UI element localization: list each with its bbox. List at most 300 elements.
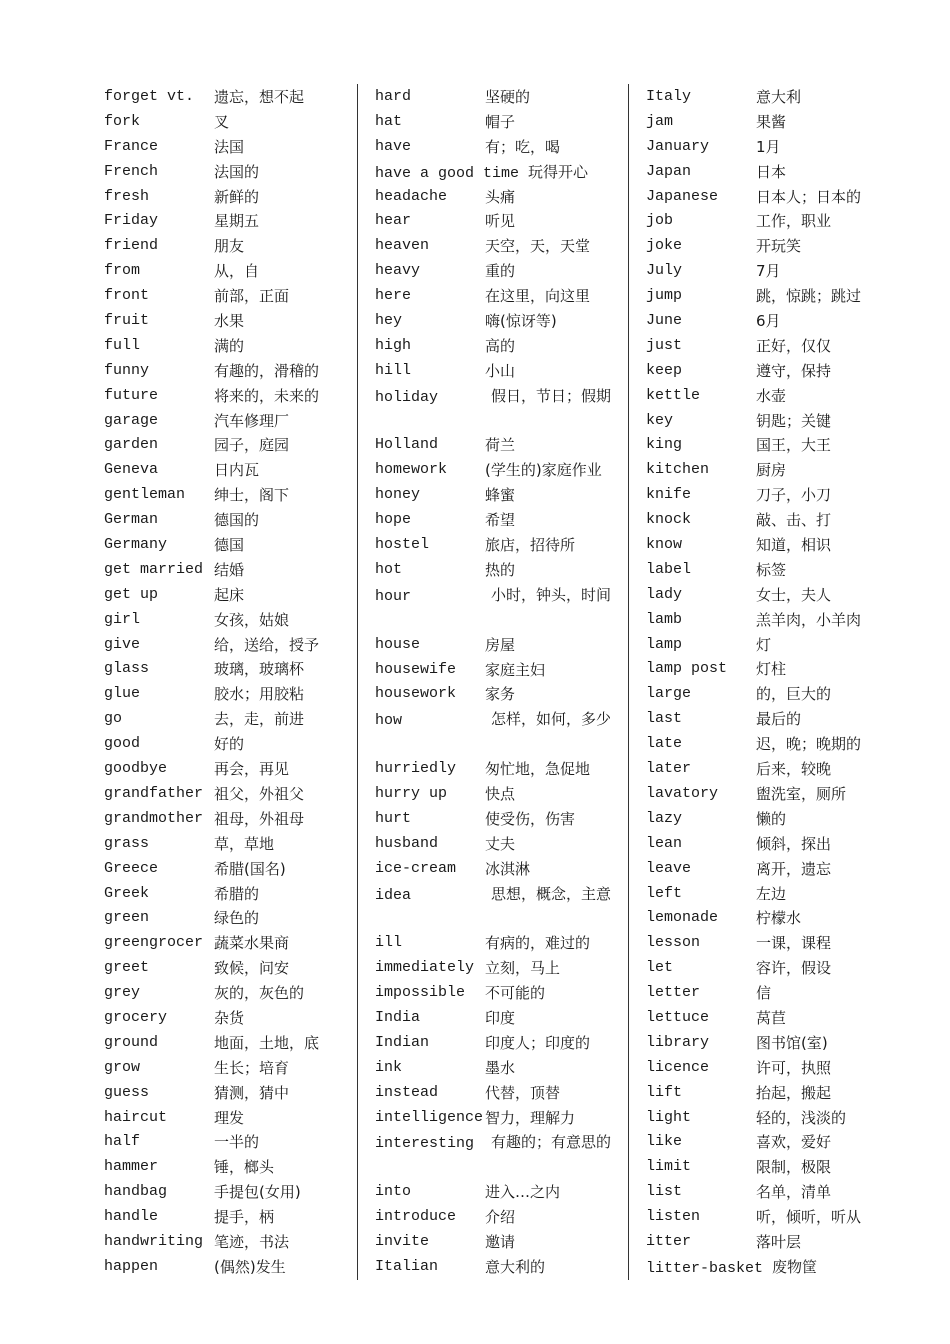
vocab-meaning: 胶水；用胶粘 — [214, 685, 305, 704]
vocab-meaning: 知道，相识 — [756, 536, 832, 555]
vocab-meaning: 家庭主妇 — [485, 660, 546, 679]
vocab-meaning: 去，走，前进 — [214, 710, 305, 729]
vocab-meaning: 将来的，未来的 — [214, 386, 320, 405]
vocab-word: hey — [375, 312, 403, 330]
vocab-word: grow — [104, 1058, 141, 1076]
vocab-word: let — [646, 959, 674, 977]
vocab-meaning: 小时，钟头，时间 — [491, 585, 612, 604]
vocab-word: haircut — [104, 1108, 168, 1126]
vocab-word: listen — [646, 1208, 701, 1226]
vocab-word: headache — [375, 187, 448, 205]
vocab-meaning: 致候，问安 — [214, 959, 290, 978]
vocab-meaning: 厨房 — [756, 461, 787, 480]
vocab-entry — [104, 1006, 344, 1031]
vocab-meaning: 怎样，如何，多少 — [491, 710, 612, 729]
vocab-entry — [104, 1130, 344, 1155]
vocab-meaning: 迟，晚；晚期的 — [756, 735, 862, 754]
vocab-meaning: 提手，柄 — [214, 1208, 275, 1227]
vocab-entry — [104, 981, 344, 1006]
vocab-entry — [104, 956, 344, 981]
vocab-word: Geneva — [104, 461, 159, 479]
vocab-entry — [375, 259, 615, 284]
vocab-word: husband — [375, 834, 439, 852]
vocab-word: get married — [104, 560, 204, 578]
vocab-meaning: 思想，概念，主意 — [491, 884, 612, 903]
vocab-meaning: 玩得开心 — [528, 162, 589, 181]
vocab-word: licence — [646, 1058, 710, 1076]
vocab-word: limit — [646, 1158, 692, 1176]
vocab-word: left — [646, 884, 683, 902]
vocab-word: friend — [104, 237, 159, 255]
vocab-word: knock — [646, 511, 692, 529]
vocab-entry — [375, 558, 615, 583]
vocab-column-1 — [104, 85, 344, 1280]
vocab-word: greengrocer — [104, 934, 204, 952]
vocab-meaning: 头痛 — [485, 187, 516, 206]
vocab-word: interesting — [375, 1135, 475, 1153]
vocab-entry — [104, 732, 344, 757]
vocab-word: give — [104, 635, 141, 653]
vocab-entry — [375, 359, 615, 384]
vocab-meaning: 绿色的 — [214, 909, 260, 928]
vocab-entry — [646, 259, 886, 284]
vocab-entry — [375, 334, 615, 359]
vocab-meaning: 再会，再见 — [214, 760, 290, 779]
vocab-word: Greece — [104, 859, 159, 877]
vocab-word: king — [646, 436, 683, 454]
vocab-word: happen — [104, 1257, 159, 1275]
vocab-word: India — [375, 1009, 421, 1027]
vocab-word: grass — [104, 834, 150, 852]
vocab-entry — [646, 110, 886, 135]
vocab-word: know — [646, 536, 683, 554]
vocab-word: hurt — [375, 809, 412, 827]
vocab-meaning: 家务 — [485, 685, 516, 704]
vocab-word: hour — [375, 587, 412, 605]
vocab-meaning: 快点 — [485, 784, 516, 803]
vocab-word: ill — [375, 934, 403, 952]
vocab-entry — [646, 558, 886, 583]
vocab-word: July — [646, 262, 683, 280]
vocab-meaning: 盥洗室，厕所 — [756, 784, 847, 803]
vocab-word: homework — [375, 461, 448, 479]
vocab-meaning: 匆忙地，急促地 — [485, 760, 591, 779]
vocab-meaning: 印度人；印度的 — [485, 1033, 591, 1052]
vocab-entry — [375, 1081, 615, 1106]
vocab-meaning: 进入…之内 — [485, 1183, 561, 1202]
vocab-word: library — [646, 1033, 710, 1051]
vocab-word: January — [646, 137, 710, 155]
vocab-word: Japanese — [646, 187, 719, 205]
vocab-entry — [646, 533, 886, 558]
vocab-meaning: 日内瓦 — [214, 461, 260, 480]
vocab-entry — [375, 807, 615, 832]
vocab-meaning: 地面，土地，底 — [214, 1033, 320, 1052]
vocab-word: have — [375, 137, 412, 155]
vocab-meaning: 莴苣 — [756, 1008, 787, 1027]
vocab-word: litter-basket — [646, 1259, 764, 1277]
vocab-word: funny — [104, 361, 150, 379]
vocab-word: heavy — [375, 262, 421, 280]
vocab-meaning: 法国 — [214, 137, 245, 156]
vocab-word: invite — [375, 1233, 430, 1251]
vocab-entry — [375, 384, 615, 434]
vocab-word: into — [375, 1183, 412, 1201]
vocab-entry — [104, 931, 344, 956]
vocab-entry — [104, 259, 344, 284]
vocab-word: lift — [646, 1083, 683, 1101]
vocab-meaning: 蜂蜜 — [485, 486, 516, 505]
vocab-meaning: 介绍 — [485, 1208, 516, 1227]
vocab-entry — [646, 956, 886, 981]
column-divider — [357, 84, 358, 1280]
vocab-meaning: 有趣的；有意思的 — [491, 1133, 612, 1152]
vocab-meaning: 祖父，外祖父 — [214, 784, 305, 803]
vocab-meaning: 1月 — [756, 137, 781, 156]
vocab-meaning: 懒的 — [756, 809, 787, 828]
vocab-meaning: (学生的)家庭作业 — [485, 461, 602, 480]
vocab-meaning: 园子，庭园 — [214, 436, 290, 455]
vocab-word: impossible — [375, 984, 466, 1002]
vocab-meaning: 立刻，马上 — [485, 959, 561, 978]
vocab-entry — [646, 209, 886, 234]
vocab-entry — [104, 1056, 344, 1081]
vocab-entry — [646, 1031, 886, 1056]
vocab-entry — [646, 682, 886, 707]
vocab-meaning: 6月 — [756, 312, 781, 331]
vocab-entry — [104, 433, 344, 458]
vocab-word: garage — [104, 411, 159, 429]
vocab-word: lamp — [646, 635, 683, 653]
vocab-meaning: 柠檬水 — [756, 909, 802, 928]
vocab-entry — [104, 284, 344, 309]
vocab-meaning: 小山 — [485, 361, 516, 380]
vocab-meaning: 日本 — [756, 162, 787, 181]
vocab-entry — [646, 384, 886, 409]
vocab-entry — [646, 458, 886, 483]
vocab-entry — [646, 882, 886, 907]
vocab-meaning: 水壶 — [756, 386, 787, 405]
vocab-word: keep — [646, 361, 683, 379]
vocab-entry — [104, 533, 344, 558]
vocab-meaning: 钥匙；关键 — [756, 411, 832, 430]
vocab-word: front — [104, 287, 150, 305]
vocab-meaning: 7月 — [756, 262, 781, 281]
vocab-entry — [375, 1180, 615, 1205]
vocab-entry — [646, 707, 886, 732]
vocab-meaning: 好的 — [214, 735, 245, 754]
vocab-word: gentleman — [104, 486, 186, 504]
vocab-meaning: 女孩，姑娘 — [214, 610, 290, 629]
vocab-entry — [375, 1106, 615, 1131]
vocab-meaning: 水果 — [214, 312, 245, 331]
vocab-meaning: 最后的 — [756, 710, 802, 729]
vocab-word: lean — [646, 834, 683, 852]
vocab-word: hill — [375, 361, 412, 379]
vocab-meaning: 锤，榔头 — [214, 1158, 275, 1177]
vocab-meaning: 遵守，保持 — [756, 361, 832, 380]
vocab-meaning: 希望 — [485, 511, 516, 530]
vocab-meaning: 灯 — [756, 635, 772, 654]
vocab-meaning: 果酱 — [756, 112, 787, 131]
vocab-word: hear — [375, 212, 412, 230]
vocab-entry — [646, 1180, 886, 1205]
vocab-entry — [104, 160, 344, 185]
vocab-entry — [646, 583, 886, 608]
vocab-entry — [375, 782, 615, 807]
vocab-word: lazy — [646, 809, 683, 827]
vocab-meaning: 理发 — [214, 1108, 245, 1127]
vocab-entry — [375, 633, 615, 658]
vocab-word: get up — [104, 585, 159, 603]
vocab-entry — [104, 832, 344, 857]
vocab-meaning: 开玩笑 — [756, 237, 802, 256]
vocab-entry — [375, 583, 615, 633]
vocab-entry — [375, 882, 615, 932]
vocab-meaning: 信 — [756, 984, 772, 1003]
vocab-word: just — [646, 336, 683, 354]
vocab-meaning: 热的 — [485, 560, 516, 579]
vocab-entry — [646, 1006, 886, 1031]
vocab-meaning: 墨水 — [485, 1058, 516, 1077]
vocab-meaning: 帽子 — [485, 112, 516, 131]
vocab-word: handle — [104, 1208, 159, 1226]
vocab-word: hostel — [375, 536, 430, 554]
vocab-meaning: 绅士，阁下 — [214, 486, 290, 505]
vocab-word: introduce — [375, 1208, 457, 1226]
vocab-meaning: 蔬菜水果商 — [214, 934, 290, 953]
vocab-word: hot — [375, 560, 403, 578]
vocab-meaning: 朋友 — [214, 237, 245, 256]
vocab-entry — [104, 508, 344, 533]
vocab-meaning: 刀子，小刀 — [756, 486, 832, 505]
vocab-meaning: 汽车修理厂 — [214, 411, 290, 430]
vocab-meaning: 结婚 — [214, 560, 245, 579]
vocab-meaning: 羔羊肉，小羊肉 — [756, 610, 862, 629]
vocab-word: handwriting — [104, 1232, 204, 1250]
vocab-entry — [104, 409, 344, 434]
vocab-entry — [646, 981, 886, 1006]
vocab-meaning: 灰的，灰色的 — [214, 984, 305, 1003]
vocab-entry — [375, 658, 615, 683]
vocab-meaning: 从，自 — [214, 262, 260, 281]
vocab-entry — [375, 185, 615, 210]
vocab-meaning: 许可，执照 — [756, 1058, 832, 1077]
vocab-entry — [375, 483, 615, 508]
vocab-entry — [646, 160, 886, 185]
vocab-word: June — [646, 312, 683, 330]
vocab-word: go — [104, 710, 123, 728]
vocab-word: handbag — [104, 1183, 168, 1201]
vocab-word: garden — [104, 436, 159, 454]
vocab-meaning: 跳，惊跳；跳过 — [756, 287, 862, 306]
vocab-entry — [375, 1056, 615, 1081]
vocab-word: jump — [646, 287, 683, 305]
vocab-entry — [375, 682, 615, 707]
vocab-entry — [646, 657, 886, 682]
vocab-meaning: 不可能的 — [485, 984, 546, 1003]
vocab-entry — [646, 185, 886, 210]
vocab-entry — [375, 857, 615, 882]
vocab-meaning: 手提包(女用) — [214, 1183, 301, 1202]
vocab-entry — [646, 757, 886, 782]
vocab-entry — [646, 1056, 886, 1081]
vocab-meaning: 德国的 — [214, 511, 260, 530]
vocab-word: Germany — [104, 536, 168, 554]
vocab-meaning: 嗨(惊讶等) — [485, 312, 557, 331]
vocab-meaning: 正好，仅仅 — [756, 336, 832, 355]
vocab-meaning: 限制，极限 — [756, 1158, 832, 1177]
vocab-meaning: 法国的 — [214, 162, 260, 181]
vocab-meaning: 名单，清单 — [756, 1183, 832, 1202]
vocab-word: jam — [646, 112, 674, 130]
vocab-word: knife — [646, 486, 692, 504]
vocab-meaning: 标签 — [756, 560, 787, 579]
vocab-word: Japan — [646, 162, 692, 180]
vocab-word: housework — [375, 685, 457, 703]
vocab-word: glue — [104, 685, 141, 703]
vocab-meaning: 荷兰 — [485, 436, 516, 455]
vocab-word: heaven — [375, 237, 430, 255]
vocab-meaning: 使受伤，伤害 — [485, 809, 576, 828]
vocab-meaning: 容许，假设 — [756, 959, 832, 978]
vocab-entry — [104, 1255, 344, 1280]
vocab-entry — [104, 882, 344, 907]
vocab-word: here — [375, 287, 412, 305]
vocab-word: instead — [375, 1083, 439, 1101]
vocab-meaning: 印度 — [485, 1009, 516, 1028]
vocab-meaning: 星期五 — [214, 212, 260, 231]
vocab-word: from — [104, 262, 141, 280]
vocab-meaning: 听，倾听，听从 — [756, 1208, 862, 1227]
vocab-word: holiday — [375, 388, 439, 406]
vocab-entry — [646, 1130, 886, 1155]
vocab-meaning: 代替，顶替 — [485, 1083, 561, 1102]
vocab-entry — [646, 633, 886, 658]
vocab-entry — [375, 1255, 615, 1280]
vocab-word: lettuce — [646, 1008, 710, 1026]
vocab-meaning: 工作，职业 — [756, 212, 832, 231]
vocab-entry — [646, 433, 886, 458]
vocab-word: lesson — [646, 934, 701, 952]
vocab-word: list — [646, 1183, 683, 1201]
vocab-word: have a good time — [375, 164, 520, 182]
vocab-word: honey — [375, 486, 421, 504]
vocab-word: greet — [104, 959, 150, 977]
vocab-entry — [646, 732, 886, 757]
vocab-meaning: 意大利的 — [485, 1257, 546, 1276]
vocab-meaning: 国王，大王 — [756, 436, 832, 455]
vocab-meaning: 女士，夫人 — [756, 585, 832, 604]
vocab-entry — [375, 1006, 615, 1031]
vocab-meaning: (偶然)发生 — [214, 1257, 286, 1276]
vocab-entry — [104, 782, 344, 807]
vocab-entry — [646, 85, 886, 110]
vocab-word: French — [104, 162, 159, 180]
vocab-meaning: 有；吃，喝 — [485, 137, 561, 156]
vocab-word: fruit — [104, 312, 150, 330]
vocab-meaning: 的，巨大的 — [756, 685, 832, 704]
vocab-word: full — [104, 336, 141, 354]
vocab-word: grocery — [104, 1008, 168, 1026]
vocab-entry — [104, 384, 344, 409]
vocab-word: ground — [104, 1033, 159, 1051]
vocab-entry — [646, 483, 886, 508]
vocab-entry — [646, 508, 886, 533]
vocab-word: letter — [646, 984, 701, 1002]
vocab-meaning: 前部，正面 — [214, 287, 290, 306]
vocab-word: hat — [375, 112, 403, 130]
vocab-entry — [375, 931, 615, 956]
vocab-word: itter — [646, 1232, 692, 1250]
vocab-meaning: 灯柱 — [756, 660, 787, 679]
vocab-meaning: 坚硬的 — [485, 88, 531, 106]
vocab-word: lady — [646, 585, 683, 603]
vocab-entry — [104, 1031, 344, 1056]
vocab-entry — [104, 707, 344, 732]
vocab-entry — [375, 1130, 615, 1180]
vocab-word: hurriedly — [375, 760, 457, 778]
vocab-entry — [104, 309, 344, 334]
vocab-word: immediately — [375, 959, 475, 977]
vocab-meaning: 离开，遗忘 — [756, 859, 832, 878]
vocab-meaning: 智力，理解力 — [485, 1108, 576, 1127]
vocab-meaning: 天空，天，天堂 — [485, 237, 591, 256]
vocab-entry — [104, 807, 344, 832]
vocab-word: idea — [375, 886, 412, 904]
vocab-meaning: 意大利 — [756, 88, 802, 106]
vocab-word: last — [646, 710, 683, 728]
vocab-meaning: 敲、击、打 — [756, 511, 832, 530]
vocab-entry — [104, 1180, 344, 1205]
vocab-entry — [646, 135, 886, 160]
vocab-entry — [646, 931, 886, 956]
vocab-word: key — [646, 411, 674, 429]
vocab-entry — [646, 857, 886, 882]
vocab-entry — [375, 707, 615, 757]
vocab-entry — [646, 1081, 886, 1106]
vocab-entry — [104, 234, 344, 259]
vocab-meaning: 后来，较晚 — [756, 760, 832, 779]
vocab-entry — [375, 533, 615, 558]
vocab-meaning: 生长；培育 — [214, 1058, 290, 1077]
vocab-word: lamb — [646, 610, 683, 628]
vocab-entry — [104, 1155, 344, 1180]
vocab-entry — [375, 1230, 615, 1255]
vocab-meaning: 丈夫 — [485, 834, 516, 853]
vocab-word: Friday — [104, 212, 159, 230]
vocab-meaning: 遗忘，想不起 — [214, 88, 305, 106]
vocab-meaning: 笔迹，书法 — [214, 1232, 290, 1251]
vocab-entry — [646, 234, 886, 259]
vocab-word: Greek — [104, 884, 150, 902]
vocab-entry — [646, 1255, 886, 1280]
vocab-entry — [104, 110, 344, 135]
vocab-word: kettle — [646, 386, 701, 404]
vocab-entry — [375, 110, 615, 135]
vocab-entry — [375, 508, 615, 533]
vocab-meaning: 高的 — [485, 336, 516, 355]
vocab-entry — [104, 608, 344, 633]
vocab-word: glass — [104, 660, 150, 678]
vocab-word: leave — [646, 859, 692, 877]
vocab-entry — [646, 807, 886, 832]
vocab-word: girl — [104, 610, 141, 628]
vocab-entry — [104, 1205, 344, 1230]
vocab-word: label — [646, 560, 692, 578]
vocab-word: grey — [104, 984, 141, 1002]
vocab-word: intelligence — [375, 1108, 484, 1126]
